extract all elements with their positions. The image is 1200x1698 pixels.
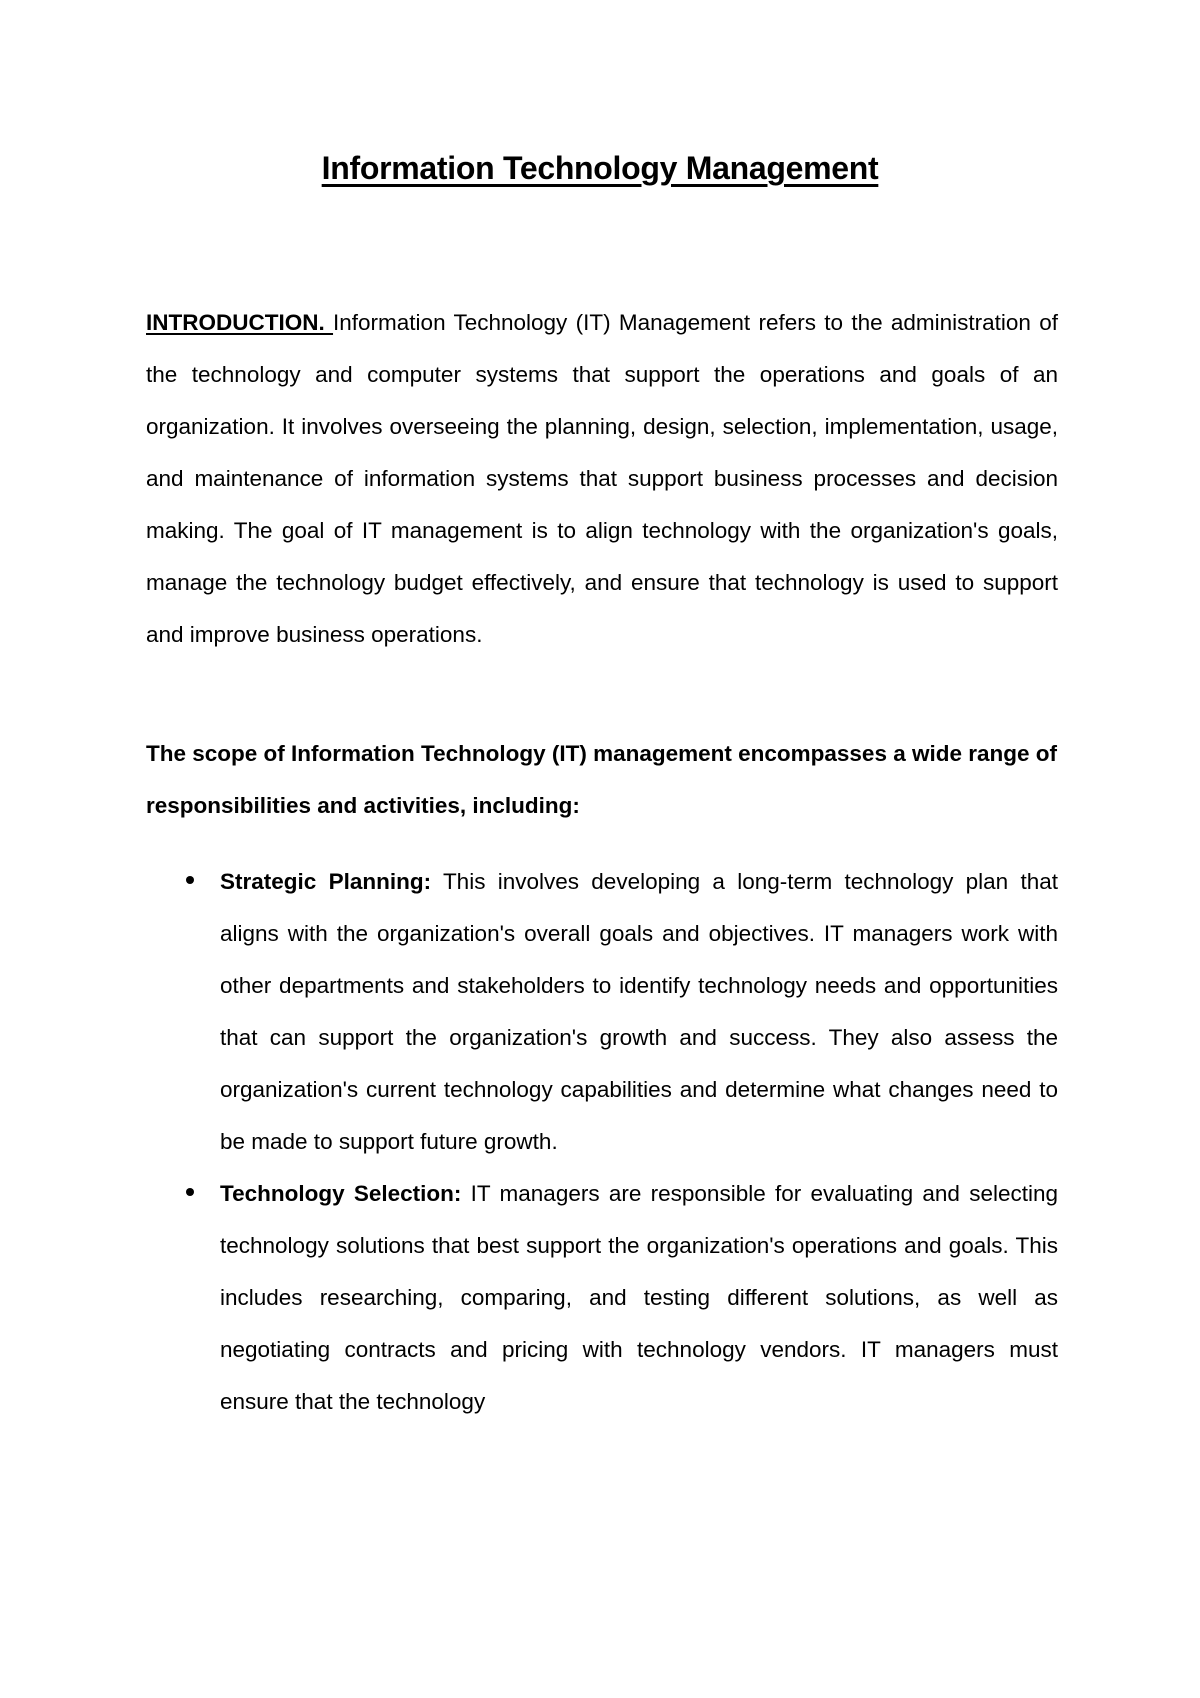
scope-heading: The scope of Information Technology (IT) management encompasses a wide range of responsibilities and activities, including: bbox=[146, 741, 1057, 818]
intro-text: Information Technology (IT) Management refers to the administration of the technology and computer systems that support the operations and goals of an organization. It involves overseeing the planning, design, selection, implementation, usage, and maintenance of information systems that support business processes and decision making. The goal of IT management is to align technology with the organization's goals, manage the technology budget effectively, and ensure that technology is used to support and improve business operations. bbox=[146, 310, 1058, 647]
item-text: IT managers are responsible for evaluating and selecting technology solutions that best support the organization's operations and goals. This includes researching, comparing, and testing different solutions, as well as negotiating contracts and pricing with technology vendors. IT managers must ensure that the technology bbox=[220, 1181, 1059, 1414]
bullet-icon bbox=[186, 876, 194, 884]
list-item-technology-selection bbox=[220, 1168, 1058, 1428]
intro-label: INTRODUCTION. bbox=[146, 310, 334, 335]
bullet-icon bbox=[186, 1188, 194, 1196]
responsibility-list bbox=[0, 856, 1200, 1428]
item-text: This involves developing a long-term technology plan that aligns with the organization's overall goals and objectives. IT managers work with other departments and stakeholders to identify technology needs and opportunities that can support the organization's growth and success. They also assess the organization's current technology capabilities and determine what changes need to be made to support future growth. bbox=[220, 869, 1058, 1154]
item-label: Strategic Planning: bbox=[220, 869, 432, 894]
list-item-strategic-planning bbox=[220, 856, 1058, 1168]
item-label: Technology Selection: bbox=[220, 1181, 462, 1206]
intro-paragraph bbox=[146, 297, 1058, 661]
page-title: Information Technology Management bbox=[321, 150, 879, 186]
